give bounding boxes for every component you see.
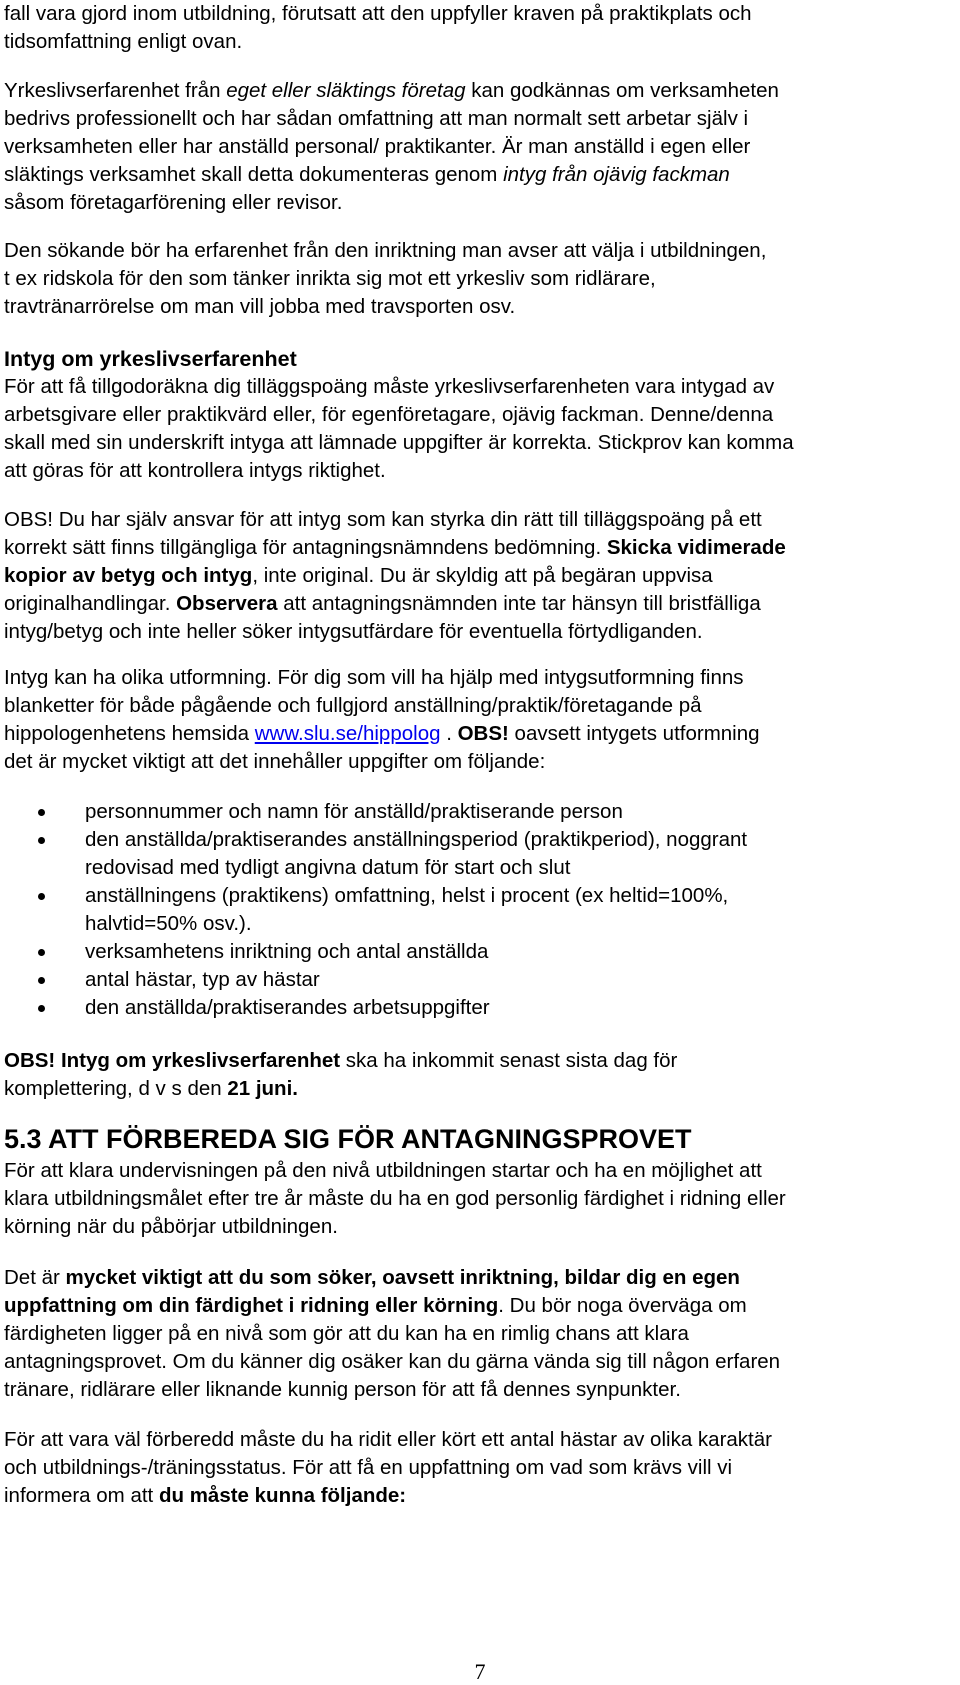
- text-line: Den sökande bör ha erfarenhet från den inriktning man avser att välja i utbildningen,: [4, 239, 767, 262]
- text-run: originalhandlingar.: [4, 592, 177, 615]
- text-line: bedrivs professionellt och har sådan omfattning att man normalt sett arbetar själv i: [4, 107, 749, 130]
- list-item-text: redovisad med tydligt angivna datum för start och slut: [85, 856, 571, 879]
- hippolog-link[interactable]: www.slu.se/hippolog: [254, 722, 441, 745]
- text-run: ska ha inkommit senast sista dag för: [340, 1049, 678, 1072]
- text-run: OBS!: [4, 508, 53, 531]
- list-item-text: verksamhetens inriktning och antal anställda: [85, 940, 489, 963]
- text-run: , inte original. Du är skyldig att på begäran uppvisa: [252, 564, 713, 587]
- list-item-text: halvtid=50% osv.).: [85, 912, 252, 935]
- page-number: 7: [474, 1659, 486, 1684]
- paragraph-preparation: [4, 1157, 786, 1241]
- text-run: Yrkeslivserfarenhet från: [4, 79, 227, 102]
- bold-run: uppfattning om din färdighet i ridning eller körning: [4, 1294, 499, 1317]
- text-line: [4, 77, 779, 105]
- list-item: [4, 826, 747, 882]
- text-line: arbetsgivare eller praktikvärd eller, för egenföretagare, ojävig fackman. Denne/denna: [4, 403, 774, 426]
- text-line: tränare, ridlärare eller liknande kunnig person för att få dennes synpunkter.: [4, 1378, 681, 1401]
- text-line: blanketter för både pågående och fullgjord anställning/praktik/företagande på: [4, 694, 702, 717]
- text-run: komplettering, d v s den: [4, 1077, 228, 1100]
- list-item: [4, 994, 747, 1022]
- paragraph-experience: [4, 237, 766, 321]
- bold-run: 21 juni.: [227, 1077, 298, 1100]
- text-run: informera om att: [4, 1484, 159, 1507]
- bullet-icon: [38, 837, 45, 844]
- text-line: intyg/betyg och inte heller söker intygsutfärdare för eventuella förtydliganden.: [4, 620, 703, 643]
- text-line: färdigheten ligger på en nivå som gör att du kan ha en rimlig chans att klara: [4, 1322, 689, 1345]
- paragraph-obs: [4, 506, 786, 646]
- list-item-text: personnummer och namn för anställd/praktiserande person: [85, 800, 623, 823]
- text-line: tidsomfattning enligt ovan.: [4, 30, 243, 53]
- text-line: och utbildnings-/träningsstatus. För att få en uppfattning om vad som krävs vill vi: [4, 1456, 733, 1479]
- text-run: att antagningsnämnden inte tar hänsyn till bristfälliga: [277, 592, 761, 615]
- text-line: att göras för att kontrollera intygs riktighet.: [4, 459, 386, 482]
- text-line: För att få tillgodoräkna dig tilläggspoäng måste yrkeslivserfarenheten vara intygad av: [4, 375, 775, 398]
- text-line: [4, 1482, 772, 1510]
- list-item: [4, 938, 747, 966]
- text-run: . Du bör noga överväga om: [498, 1294, 747, 1317]
- list-item-text: den anställda/praktiserandes arbetsuppgifter: [85, 996, 490, 1019]
- text-line: skall med sin underskrift intyga att lämnade uppgifter är korrekta. Stickprov kan komma: [4, 431, 794, 454]
- text-line: [4, 506, 786, 534]
- text-line: För att vara väl förberedd måste du ha ridit eller kört ett antal hästar av olika karaktär: [4, 1428, 772, 1451]
- bullet-icon: [38, 1005, 45, 1012]
- text-run: korrekt sätt finns tillgängliga för antagningsnämndens bedömning.: [4, 536, 607, 559]
- text-line: [4, 1075, 677, 1103]
- list-item-text: anställningens (praktikens) omfattning, helst i procent (ex heltid=100%,: [85, 884, 729, 907]
- text-run: släktings verksamhet skall detta dokumenteras genom: [4, 163, 504, 186]
- text-line: travtränarrörelse om man vill jobba med travsporten osv.: [4, 295, 516, 318]
- text-line: [4, 720, 760, 748]
- list-item: [4, 798, 747, 826]
- section-heading: 5.3 ATT FÖRBEREDA SIG FÖR ANTAGNINGSPROVET: [4, 1124, 692, 1154]
- requirements-list: [4, 798, 747, 1022]
- italic-run: intyg från ojävig fackman: [503, 163, 730, 186]
- text-line: antagningsprovet. Om du känner dig osäker kan du gärna vända sig till någon erfaren: [4, 1350, 781, 1373]
- list-item-text: den anställda/praktiserandes anställningsperiod (praktikperiod), noggrant: [85, 828, 748, 851]
- text-line: såsom företagarförening eller revisor.: [4, 191, 343, 214]
- paragraph-intyg: [4, 373, 794, 485]
- bullet-icon: [38, 949, 45, 956]
- paragraph-continuation: [4, 0, 752, 56]
- paragraph-self-assessment: [4, 1264, 780, 1404]
- bold-run: kopior av betyg och intyg: [4, 564, 253, 587]
- text-line: [4, 534, 786, 562]
- text-line: körning när du påbörjar utbildningen.: [4, 1215, 338, 1238]
- bold-run: OBS!: [457, 722, 509, 745]
- text-line: det är mycket viktigt att det innehåller uppgifter om följande:: [4, 750, 546, 773]
- text-line: Intyg kan ha olika utformning. För dig som vill ha hjälp med intygsutformning finns: [4, 666, 744, 689]
- text-run: .: [440, 722, 458, 745]
- text-run: oavsett intygets utformning: [508, 722, 760, 745]
- text-line: [4, 1292, 780, 1320]
- text-line: För att klara undervisningen på den nivå utbildningen startar och ha en möjlighet att: [4, 1159, 762, 1182]
- bold-run: Skicka vidimerade: [606, 536, 786, 559]
- italic-run: eget eller släktings företag: [226, 79, 466, 102]
- paragraph-formats: [4, 664, 760, 776]
- text-line: [4, 590, 786, 618]
- subheading-intyg: Intyg om yrkeslivserfarenhet: [4, 347, 297, 371]
- bullet-icon: [38, 893, 45, 900]
- text-line: fall vara gjord inom utbildning, förutsatt att den uppfyller kraven på praktikplats och: [4, 2, 752, 25]
- text-run: Du har själv ansvar för att intyg som kan styrka din rätt till tilläggspoäng på ett: [53, 508, 762, 531]
- paragraph-own-company: [4, 77, 779, 217]
- list-item-text: antal hästar, typ av hästar: [85, 968, 320, 991]
- text-line: t ex ridskola för den som tänker inrikta sig mot ett yrkesliv som ridlärare,: [4, 267, 656, 290]
- text-run: kan godkännas om verksamheten: [465, 79, 779, 102]
- list-item: [4, 966, 747, 994]
- text-line: [4, 562, 786, 590]
- text-line: [4, 1264, 780, 1292]
- text-run: Det är: [4, 1266, 66, 1289]
- bold-run: du måste kunna följande:: [158, 1484, 407, 1507]
- list-item: [4, 882, 747, 938]
- bullet-icon: [38, 809, 45, 816]
- text-line: [4, 161, 779, 189]
- text-run: hippologenhetens hemsida: [4, 722, 255, 745]
- bullet-icon: [38, 977, 45, 984]
- text-line: klara utbildningsmålet efter tre år måste du ha en god personlig färdighet i ridning eller: [4, 1187, 786, 1210]
- paragraph-deadline: [4, 1047, 677, 1103]
- paragraph-requirements: [4, 1426, 772, 1510]
- bold-run: Observera: [176, 592, 278, 615]
- bold-run: mycket viktigt att du som söker, oavsett inriktning, bildar dig en egen: [65, 1266, 740, 1289]
- bold-run: OBS! Intyg om yrkeslivserfarenhet: [4, 1049, 341, 1072]
- text-line: verksamheten eller har anställd personal/ praktikanter. Är man anställd i egen eller: [4, 135, 751, 158]
- text-line: [4, 1047, 677, 1075]
